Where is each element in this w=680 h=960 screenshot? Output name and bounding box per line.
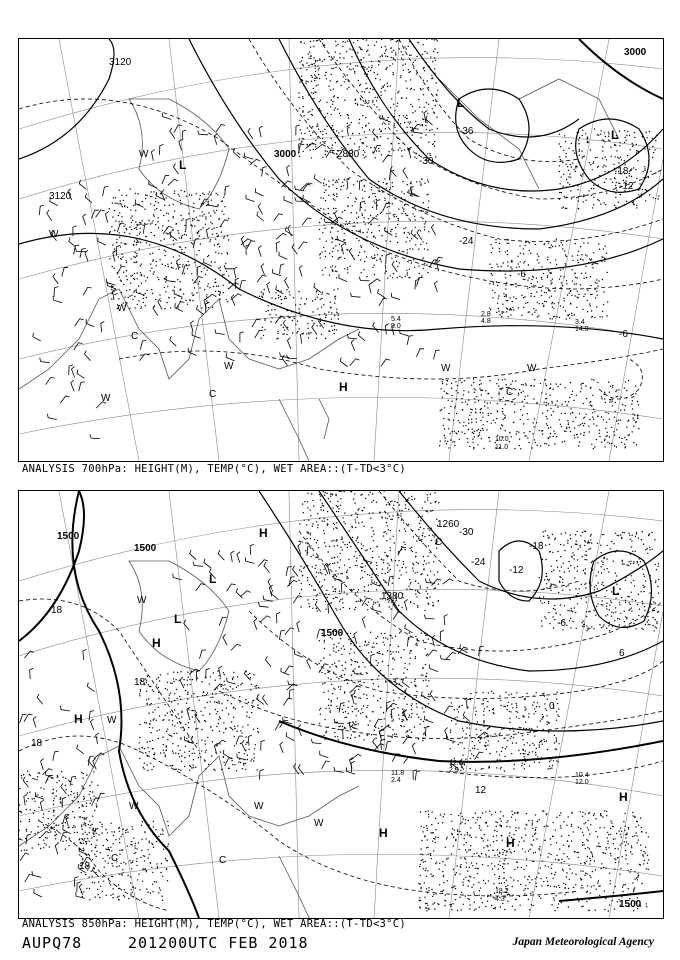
station-value: 14.0 [575,326,589,333]
valid-time: 201200UTC FEB 2018 [128,934,309,952]
wet-area-stipple [299,39,305,45]
height-label: 1260 [437,519,460,530]
low-pressure-marker: L [612,584,620,598]
warm-marker: W [49,229,59,240]
agency-name: Japan Meteorological Agency [512,936,654,948]
isotherm-label: 0 [549,701,555,712]
high-pressure-marker: H [74,712,83,726]
warm-marker: W [224,361,234,372]
height-label: 2880 [337,149,360,160]
wet-area-dots [109,39,660,450]
wind-barbs [33,111,443,439]
isotherm-label: 12 [475,785,487,796]
high-pressure-marker: H [339,380,348,394]
station-value: 2.8 [481,311,491,318]
warm-marker: W [314,818,324,829]
station-value: 11.0 [495,444,509,451]
analysis-850hpa-map [18,490,664,919]
warm-marker: W [117,303,127,314]
cold-marker: C [131,331,139,342]
warm-marker: W [137,595,147,606]
isotherm-label: 18 [79,861,91,872]
chart-code: AUPQ78 [22,934,83,952]
latlon-grid [19,39,663,461]
height-label: 1500 [321,628,344,639]
isotherm-label: -30 [459,527,474,538]
low-pressure-marker: L [179,158,187,172]
analysis-700hpa-map [18,38,664,462]
map-850-svg [19,491,663,918]
isotherm-label: -6 [619,329,628,340]
cold-marker: C [111,853,119,864]
isotherms [19,39,663,401]
isotherm-label: -12 [509,565,524,576]
station-value: 2.4 [391,777,401,784]
isotherm-label: 18 [51,605,63,616]
warm-marker: W [441,363,451,374]
station-value: 9.0 [391,323,401,330]
height-label: 3120 [49,191,72,202]
low-pressure-marker: L [457,96,465,110]
isotherm-label: 18 [134,677,146,688]
warm-marker: W [129,801,139,812]
isotherm-label: -6 [517,269,526,280]
station-value: 5.4 [391,316,401,323]
isotherm-label: 6 [619,648,625,659]
isotherm-label: -18 [614,166,629,177]
height-label: 3120 [109,57,132,68]
isotherm-label: -30 [419,156,434,167]
height-label: 1500 [134,543,157,554]
low-pressure-marker: L [611,128,619,142]
station-value: 12.0 [575,779,589,786]
station-value: 11.8 [391,770,405,777]
high-pressure-marker: H [152,636,161,650]
station-value: 2.9 [449,767,459,774]
station-value: 12.0 [449,760,463,767]
height-label: 1380 [381,591,404,602]
system-marker-group [49,96,618,404]
cold-marker: C [219,855,227,866]
low-pressure-marker: L [209,572,217,586]
station-value: 4.8 [481,318,491,325]
height-label: 3000 [624,47,647,58]
low-pressure-marker: L [174,612,182,626]
station-value-group [391,760,589,903]
isotherm-label: -6 [557,618,566,629]
isotherm-label: -36 [459,126,474,137]
warm-marker: W [254,801,264,812]
caption-700hpa: ANALYSIS 700hPa: HEIGHT(M), TEMP(°C), WET AREA::(T-TD<3°C) [22,463,407,475]
station-value: 3.4 [575,319,585,326]
high-pressure-marker: H [619,790,628,804]
caption-850hpa: ANALYSIS 850hPa: HEIGHT(M), TEMP(°C), WET AREA::(T-TD<3°C) [22,918,407,930]
height-label: 1500 [619,899,642,910]
isotherm-label-group [419,126,634,340]
isotherm-label: -24 [459,236,474,247]
high-pressure-marker: H [259,526,268,540]
isotherm-label: -18 [529,541,544,552]
station-value: 10.0 [495,436,509,443]
station-value: 10.4 [575,772,589,779]
isotherm-label: -12 [619,181,634,192]
warm-marker: W [527,363,537,374]
warm-marker: W [107,715,117,726]
station-value: 4.3 [495,896,505,903]
height-contours [19,39,663,339]
station-value: 18.2 [495,888,509,895]
high-pressure-marker: H [506,836,515,850]
height-label-group [57,519,642,910]
cold-marker: C [506,387,514,398]
map-700-svg [19,39,663,461]
high-pressure-marker: H [379,826,388,840]
cold-marker: C [435,537,443,548]
height-label: 1500 [57,531,80,542]
warm-marker: W [139,149,149,160]
height-label: 3000 [274,149,297,160]
warm-marker: W [101,393,111,404]
cold-marker: C [209,389,217,400]
isotherm-label: -24 [471,557,486,568]
isotherm-label: 18 [31,738,43,749]
